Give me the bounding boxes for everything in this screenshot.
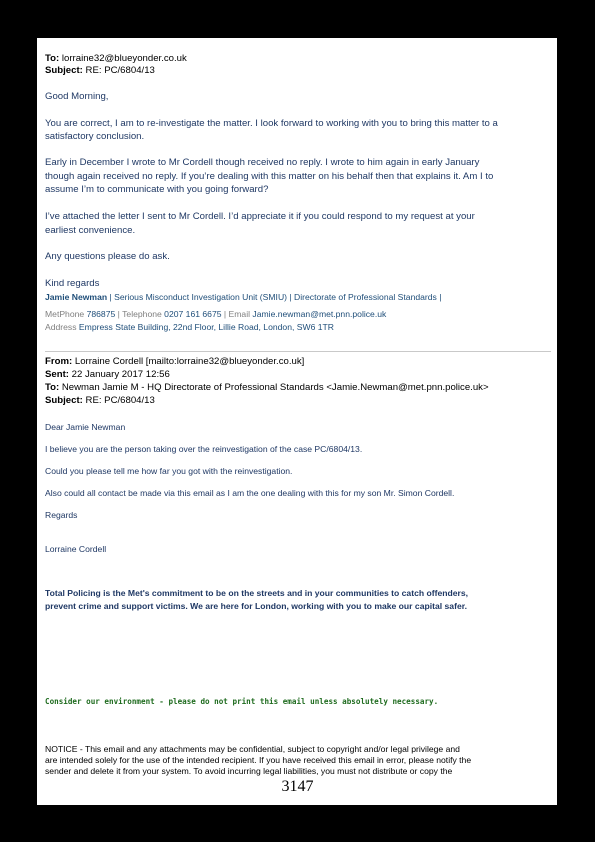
sent-value: 22 January 2017 12:56 [68, 369, 170, 380]
original-greeting: Dear Jamie Newman [45, 422, 126, 432]
signature-line-1 [45, 292, 441, 303]
reply-subject-line [45, 65, 155, 77]
legal-notice-line-2: are intended solely for the use of the intended recipient. If you have received this email in error, please notify the [45, 755, 472, 765]
original-from-line [45, 356, 304, 368]
address-value: Empress State Building, 22nd Floor, Lillie Road, London, SW6 1TR [78, 322, 335, 332]
original-subject-value: RE: PC/6804/13 [82, 395, 155, 406]
from-label: From: [45, 356, 73, 367]
metphone-value: 786875 [86, 309, 116, 319]
legal-notice-line-3: sender and delete it from your system. To avoid incurring legal liabilities, you must not distribute or copy the [45, 766, 453, 776]
original-paragraph-2: Could you please tell me how far you got with the reinvestigation. [45, 466, 293, 476]
reply-paragraph-3-line-2: earliest convenience. [45, 225, 136, 236]
reply-paragraph-2-line-3: assume I’m to communicate with you going forward? [45, 184, 269, 195]
signature-contact-line [45, 309, 386, 320]
telephone-value: 0207 161 6675 [164, 309, 222, 319]
original-subject-label: Subject: [45, 395, 83, 406]
signature-name: Jamie Newman [45, 292, 108, 302]
sent-label: Sent: [45, 369, 69, 380]
original-subject-line [45, 395, 155, 407]
from-value: Lorraine Cordell [mailto:lorraine32@blueyonder.co.uk] [72, 356, 305, 367]
original-paragraph-3: Also could all contact be made via this email as I am the one dealing with this for my son Mr. Simon Cordell. [45, 488, 455, 498]
reply-greeting: Good Morning, [45, 91, 109, 102]
to-label: To: [45, 53, 60, 64]
original-to-value: Newman Jamie M - HQ Directorate of Professional Standards <Jamie.Newman@met.pnn.police.uk> [59, 382, 489, 393]
subject-label: Subject: [45, 65, 83, 76]
signature-address-line [45, 322, 334, 333]
original-paragraph-1: I believe you are the person taking over the reinvestigation of the case PC/6804/13. [45, 444, 363, 454]
signature-unit: | Serious Misconduct Investigation Unit (SMIU) | Directorate of Professional Standards | [107, 292, 442, 302]
email-label: | Email [221, 309, 253, 319]
subject-value: RE: PC/6804/13 [85, 65, 155, 76]
reply-paragraph-4: Any questions please do ask. [45, 251, 170, 262]
reply-paragraph-3-line-1: I’ve attached the letter I sent to Mr Cordell. I’d appreciate it if you could respond to my request at your [45, 211, 475, 222]
reply-paragraph-1-line-1: You are correct, I am to re-investigate the matter. I look forward to working with you to bring this matter to a [45, 118, 498, 129]
policing-statement-line-2: prevent crime and support victims. We are here for London, working with you to make our capital safer. [45, 601, 467, 611]
metphone-label: MetPhone [45, 309, 87, 319]
email-value: Jamie.newman@met.pnn.police.uk [252, 309, 387, 319]
original-to-label: To: [45, 382, 60, 393]
reply-paragraph-1-line-2: satisfactory conclusion. [45, 131, 145, 142]
separator-rule [45, 351, 551, 352]
to-value: lorraine32@blueyonder.co.uk [61, 53, 187, 64]
original-to-line [45, 382, 489, 394]
page-number: 3147 [281, 778, 314, 795]
document-page [37, 38, 557, 805]
policing-statement-line-1: Total Policing is the Met's commitment to be on the streets and in your communities to catch offenders, [45, 588, 469, 598]
reply-paragraph-2-line-1: Early in December I wrote to Mr Cordell though received no reply. I wrote to him again in early January [45, 157, 480, 168]
reply-paragraph-2-line-2: though again received no reply. If you’re dealing with this matter on his behalf then that explains it. Am I to [45, 171, 494, 182]
address-label: Address [45, 322, 79, 332]
legal-notice-line-1: NOTICE - This email and any attachments may be confidential, subject to copyright and/or legal privilege and [45, 744, 460, 754]
telephone-label: | Telephone [115, 309, 165, 319]
original-regards: Regards [45, 510, 78, 520]
original-sender-name: Lorraine Cordell [45, 544, 107, 554]
environment-notice: Consider our environment - please do not print this email unless absolutely necessary. [45, 697, 439, 706]
reply-to-line [45, 53, 187, 65]
reply-closing: Kind regards [45, 278, 100, 289]
original-sent-line [45, 369, 170, 381]
